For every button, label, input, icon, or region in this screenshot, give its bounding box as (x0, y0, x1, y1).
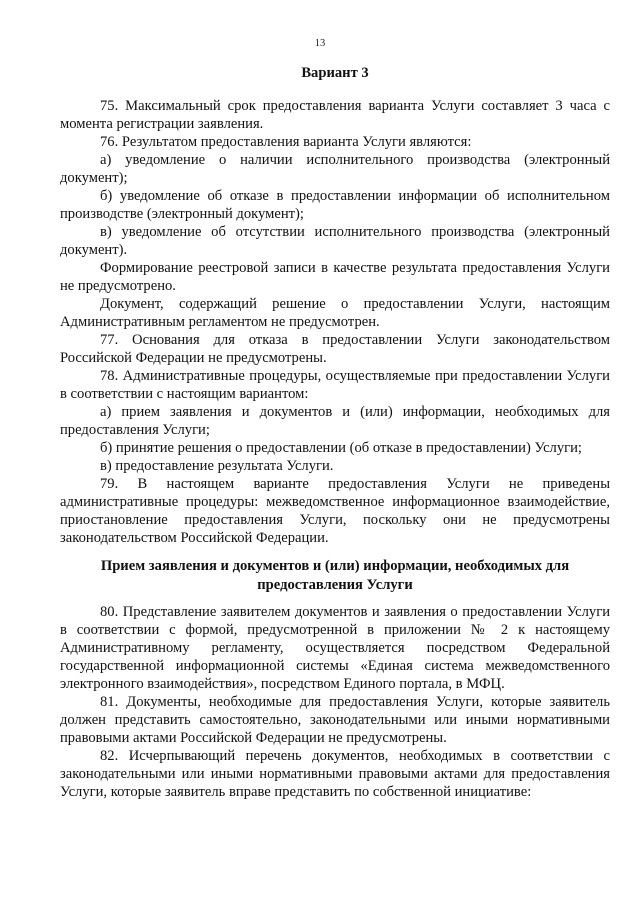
paragraph-79: 79. В настоящем варианте предоставления Услуги не приведены административные процедуры: межведомственное информационное взаимодействие, приостановление предоставления Услуги, поскольку они не предусмотрены законодательством Российской Федерации. (60, 476, 610, 546)
paragraph-77: 77. Основания для отказа в предоставлении Услуги законодательством Российской Федерации не предусмотрены. (60, 332, 610, 366)
paragraph-82: 82. Исчерпывающий перечень документов, необходимых в соответствии с законодательными или иными нормативными правовыми актами для предоставления Услуги, которые заявитель вправе представить по собственной инициативе: (60, 748, 610, 800)
paragraph-81: 81. Документы, необходимые для предоставления Услуги, которые заявитель должен представить самостоятельно, законодательными или иными нормативными правовыми актами Российской Федерации не предусмотрены. (60, 694, 610, 746)
paragraph-75: 75. Максимальный срок предоставления варианта Услуги составляет 3 часа с момента регистрации заявления. (60, 98, 610, 132)
result-item-b: б) уведомление об отказе в предоставлении информации об исполнительном производстве (электронный документ); (60, 188, 610, 222)
variant-heading: Вариант 3 (301, 65, 369, 81)
result-item-c: в) уведомление об отсутствии исполнительного производства (электронный документ). (60, 224, 610, 258)
result-item-a: а) уведомление о наличии исполнительного производства (электронный документ); (60, 152, 610, 186)
decision-document-note: Документ, содержащий решение о предоставлении Услуги, настоящим Административным регламентом не предусмотрен. (60, 296, 610, 330)
procedure-item-b: б) принятие решения о предоставлении (об отказе в предоставлении) Услуги; (100, 440, 582, 456)
paragraph-78: 78. Административные процедуры, осуществляемые при предоставлении Услуги в соответствии с настоящим вариантом: (60, 368, 610, 402)
section-heading: Прием заявления и документов и (или) информации, необходимых для предоставления Услуги (100, 558, 570, 593)
paragraph-80: 80. Представление заявителем документов и заявления о предоставлении Услуги в соответствии с формой, предусмотренной в приложении № 2 к настоящему Административному регламенту, осуществляется посредством Федеральной государственной информационной системы «Единая система межведомственного электронного взаимодействия», посредством Единого портала, в МФЦ. (60, 604, 610, 692)
section-body (60, 603, 610, 801)
paragraph-76: 76. Результатом предоставления варианта Услуги являются: (100, 134, 472, 150)
variant-body (60, 97, 610, 547)
procedure-item-c: в) предоставление результата Услуги. (100, 458, 334, 474)
registry-record-note: Формирование реестровой записи в качестве результата предоставления Услуги не предусмотрено. (60, 260, 610, 294)
page-number: 13 (314, 38, 326, 49)
procedure-item-a: а) прием заявления и документов и (или) информации, необходимых для предоставления Услуги; (60, 404, 610, 438)
